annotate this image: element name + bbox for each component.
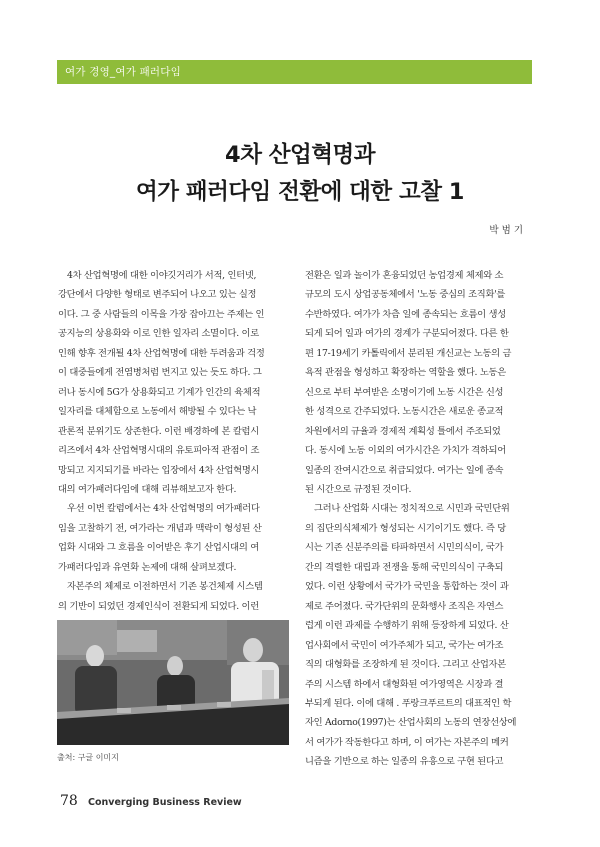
text-line: 었다. 이런 상황에서 국가가 국민을 통합하는 것이 과 <box>305 581 509 593</box>
text-line: 신으로 부터 부여받은 소명이기에 노동 시간은 신성 <box>305 386 504 398</box>
text-line: 일자리를 대체함으로 노동에서 해방될 수 있다는 낙 <box>58 406 257 418</box>
text-line: 인해 향후 전개될 4차 산업혁명에 대한 두려움과 걱정 <box>58 347 265 359</box>
text-line: 직의 대형화를 조장하게 된 것이다. 그리고 산업자본 <box>305 659 506 671</box>
text-line: 주의 시스템 하에서 대형화된 여가영역은 시장과 결 <box>305 678 504 690</box>
text-line: 이다. 그 중 사람들의 이목을 가장 잡아끄는 주제는 인 <box>58 308 265 320</box>
text-line: 한 성격으로 간주되었다. 노동시간은 새로운 종교적 <box>305 406 504 418</box>
factory-workers-photo <box>57 620 289 745</box>
text-line: 우선 이번 칼럼에서는 4차 산업혁명의 여가패러다 <box>67 503 260 515</box>
publication-name: Converging Business Review <box>88 797 242 808</box>
page-number: 78 <box>60 793 78 809</box>
text-line: 규모의 도시 상업공동체에서 '노동 중심의 조직화'를 <box>305 289 506 301</box>
text-line: 편 17-19세기 카톨릭에서 분리된 개신교는 노동의 금 <box>305 347 512 359</box>
text-line: 러나 동시에 5G가 상용화되고 기계가 인간의 육체적 <box>58 386 261 398</box>
text-line: 니즘을 기반으로 하는 일종의 유흥으로 구현 된다고 <box>305 756 504 768</box>
text-line: 리즈에서 4차 산업혁명시대의 유토피아적 관점이 조 <box>58 445 260 457</box>
text-line: 공지능의 상용화와 이로 인한 일자리 소멸이다. 이로 <box>58 328 259 340</box>
author-name: 박 범 기 <box>489 225 523 236</box>
text-line: 제로 주어졌다. 국가단위의 문화행사 조직은 자연스 <box>305 600 504 612</box>
left-text-column <box>58 266 283 616</box>
right-text-column <box>305 266 530 772</box>
text-line: 업화 시대와 그 흐름을 이어받은 후기 산업시대의 여 <box>58 542 259 554</box>
text-line: 관론적 분위기도 상존한다. 이런 배경하에 본 칼럼시 <box>58 425 259 437</box>
article-title-line-1: 4차 산업혁명과 <box>225 142 375 168</box>
section-label: 여가 경영_여가 패러다임 <box>65 66 181 78</box>
text-line: 전환은 일과 놀이가 혼융되었던 농업경제 체제와 소 <box>305 270 504 281</box>
factory-photo-illustration <box>57 620 289 745</box>
text-line: 4차 산업혁명에 대한 이야깃거리가 서적, 인터넷, <box>67 270 257 281</box>
text-line: 자인 Adorno(1997)는 산업사회의 노동의 연장선상에 <box>305 717 517 729</box>
text-line: 이 대중들에게 전염병처럼 번지고 있는 듯도 하다. 그 <box>58 367 262 379</box>
text-line: 의 집단의식체제가 형성되는 시기이기도 했다. 즉 당 <box>305 522 506 534</box>
text-line: 간의 격렬한 대립과 전쟁을 통해 국민의식이 구축되 <box>305 561 504 573</box>
text-line: 대의 여가패러다임에 대해 리뷰해보고자 한다. <box>58 483 237 495</box>
text-line: 되게 되어 일과 여가의 경계가 구분되어졌다. 다른 한 <box>305 328 509 340</box>
text-line: 임을 고찰하기 전, 여가라는 개념과 맥락이 형성된 산 <box>58 522 262 534</box>
text-line: 럽게 이런 과제를 수행하기 위해 등장하게 되었다. 산 <box>305 620 509 632</box>
text-line: 다. 동시에 노동 이외의 여가시간은 가치가 격하되어 <box>305 445 506 457</box>
text-line: 시는 기존 신분주의를 타파하면서 시민의식이, 국가 <box>305 542 504 554</box>
text-line: 서 여가가 작동한다고 하며, 이 여가는 자본주의 메커 <box>305 736 509 748</box>
text-line: 된 시간으로 규정된 것이다. <box>305 483 412 495</box>
article-title-line-2: 여가 패러다임 전환에 대한 고찰 1 <box>136 179 464 205</box>
text-line: 욕적 관점을 형성하고 확장하는 역할을 했다. 노동은 <box>305 367 506 379</box>
text-line: 일종의 잔여시간으로 취급되었다. 여가는 일에 종속 <box>305 464 504 476</box>
text-line: 수반하였다. 여가가 차츰 일에 종속되는 흐름이 생성 <box>305 308 506 320</box>
text-line: 가패러다임과 유연화 논제에 대해 살펴보겠다. <box>58 561 237 573</box>
text-line: 차원에서의 규율과 경제적 계획성 틀에서 주조되었 <box>305 425 501 437</box>
text-line: 자본주의 체제로 이전하면서 기존 봉건체제 시스템 <box>67 581 263 593</box>
section-banner <box>57 60 532 84</box>
text-line: 강단에서 다양한 형태로 변주되어 나오고 있는 실정 <box>58 289 257 301</box>
text-line: 의 기반이 되었던 경제인식이 전환되게 되었다. 이런 <box>58 600 259 612</box>
text-line: 부되게 된다. 이에 대해 . 푸랑크푸르트의 대표적인 학 <box>305 697 512 709</box>
text-line: 그러나 산업화 시대는 정치적으로 시민과 국민단위 <box>314 503 510 515</box>
text-line: 망되고 지지되기를 바라는 입장에서 4차 산업혁명시 <box>58 464 260 476</box>
text-line: 업사회에서 국민이 여가주체가 되고, 국가는 여가조 <box>305 639 504 651</box>
figure-caption: 출처: 구글 이미지 <box>57 753 119 762</box>
